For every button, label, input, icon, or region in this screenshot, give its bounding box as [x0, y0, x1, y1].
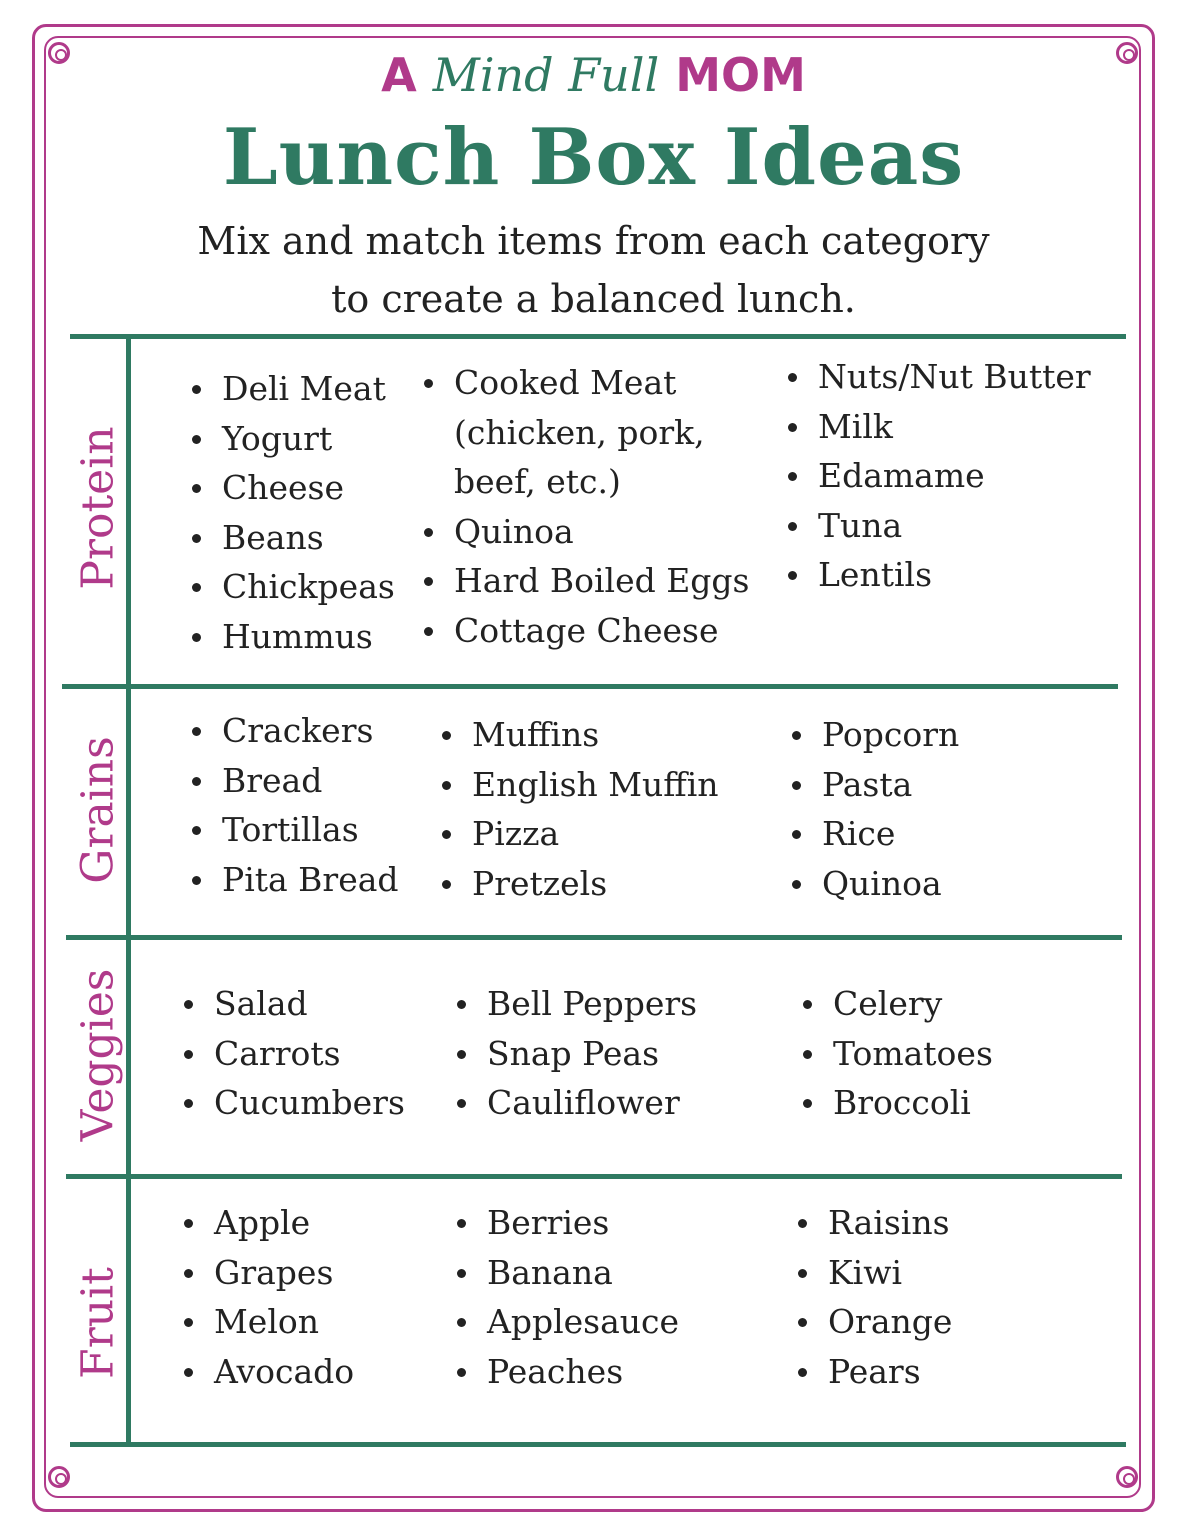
list-item: Cheese: [186, 463, 395, 513]
divider-top: [70, 334, 1126, 339]
list-item: Nuts/Nut Butter: [782, 352, 1091, 402]
corner-flourish-icon: [48, 1466, 70, 1488]
list-item: Tomatoes: [797, 1029, 993, 1079]
list-item: Melon: [178, 1297, 354, 1347]
section-label-veggies: Veggies: [72, 968, 124, 1142]
list-item: Cooked Meat: [418, 358, 750, 408]
list-item: Popcorn: [786, 710, 959, 760]
list-item: Hummus: [186, 612, 395, 662]
list-item: Rice: [786, 809, 959, 859]
list-item-continuation: (chicken, pork,: [454, 412, 705, 452]
list-item: Cottage Cheese: [418, 606, 750, 656]
list-item: Bell Peppers: [451, 979, 697, 1029]
list-item: Pretzels: [436, 859, 719, 909]
list-item: Pasta: [786, 760, 959, 810]
list-item: Chickpeas: [186, 562, 395, 612]
list-item-continuation: beef, etc.): [454, 462, 621, 501]
list-item: Berries: [451, 1198, 679, 1248]
list-item: Tuna: [782, 501, 1091, 551]
subtitle-line-1: Mix and match items from each category: [197, 219, 990, 263]
list-item: Deli Meat: [186, 364, 395, 414]
list-item: Pears: [792, 1347, 952, 1397]
list-item: Quinoa: [786, 859, 959, 909]
protein-column-1: [186, 364, 395, 661]
list-item: Peaches: [451, 1347, 679, 1397]
list-item: Avocado: [178, 1347, 354, 1397]
list-item: Celery: [797, 979, 993, 1029]
list-item: Pita Bread: [186, 855, 399, 905]
page-subtitle: [0, 212, 1187, 328]
subtitle-line-2: to create a balanced lunch.: [331, 277, 856, 321]
list-item: Carrots: [178, 1029, 405, 1079]
list-item: Salad: [178, 979, 405, 1029]
veggies-column-2: [451, 979, 697, 1128]
brand-mom: MOM: [675, 48, 806, 102]
list-item: Lentils: [782, 550, 1091, 600]
list-item: Edamame: [782, 451, 1091, 501]
grains-column-3: [786, 710, 959, 908]
list-item: English Muffin: [436, 760, 719, 810]
list-item: Banana: [451, 1248, 679, 1298]
list-item: Apple: [178, 1198, 354, 1248]
list-item: Quinoa: [418, 507, 750, 557]
list-item: Broccoli: [797, 1078, 993, 1128]
list-item: Cauliflower: [451, 1078, 697, 1128]
divider-veggies-fruit: [66, 1174, 1122, 1179]
fruit-column-2: [451, 1198, 679, 1396]
divider-bottom: [70, 1442, 1126, 1447]
list-item: Pizza: [436, 809, 719, 859]
divider-grains-veggies: [66, 935, 1122, 940]
list-item: Cucumbers: [178, 1078, 405, 1128]
brand-a: A: [381, 48, 417, 102]
list-item: Muffins: [436, 710, 719, 760]
brand-script: Mind Full: [432, 48, 660, 102]
list-item: Snap Peas: [451, 1029, 697, 1079]
protein-column-2: [418, 358, 750, 655]
fruit-column-1: [178, 1198, 354, 1396]
section-label-protein: Protein: [72, 426, 124, 590]
grains-column-1: [186, 706, 399, 904]
list-item: Applesauce: [451, 1297, 679, 1347]
brand-logo: [0, 48, 1187, 102]
list-item: Grapes: [178, 1248, 354, 1298]
divider-protein-grains: [62, 684, 1118, 689]
section-label-grains: Grains: [72, 736, 124, 884]
corner-flourish-icon: [1116, 1466, 1138, 1488]
page-title: Lunch Box Ideas: [222, 112, 965, 203]
protein-column-3: [782, 352, 1091, 600]
list-item: Raisins: [792, 1198, 952, 1248]
veggies-column-3: [797, 979, 993, 1128]
list-item: Kiwi: [792, 1248, 952, 1298]
list-item: Yogurt: [186, 414, 395, 464]
grains-column-2: [436, 710, 719, 908]
label-column-divider: [126, 338, 131, 1446]
list-item: Orange: [792, 1297, 952, 1347]
list-item: Bread: [186, 756, 399, 806]
list-item: Crackers: [186, 706, 399, 756]
list-item: Milk: [782, 402, 1091, 452]
list-item: Hard Boiled Eggs: [418, 556, 750, 606]
fruit-column-3: [792, 1198, 952, 1396]
veggies-column-1: [178, 979, 405, 1128]
section-label-fruit: Fruit: [72, 1267, 124, 1379]
list-item: Tortillas: [186, 805, 399, 855]
list-item: Beans: [186, 513, 395, 563]
